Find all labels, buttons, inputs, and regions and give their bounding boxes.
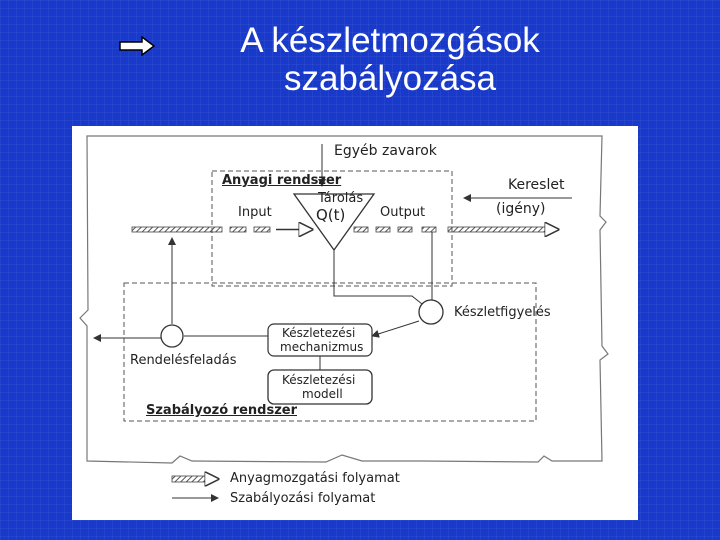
slide-title-line2: szabályozása	[283, 59, 497, 98]
label-output: Output	[380, 205, 426, 220]
legend-material-flow: Anyagmozgatási folyamat	[230, 471, 400, 486]
label-demand-sub: (igény)	[496, 201, 546, 217]
diagram-figure	[72, 126, 638, 520]
label-inventory-monitoring: Készletfigyelés	[454, 305, 551, 320]
slide-title-line1: A készletmozgások	[240, 21, 540, 60]
label-inventory-model-2: modell	[302, 387, 343, 401]
label-inventory-mechanism-2: mechanizmus	[280, 340, 364, 354]
label-input: Input	[238, 205, 272, 220]
legend-control-flow: Szabályozási folyamat	[230, 491, 376, 506]
label-inventory-mechanism-1: Készletezési	[282, 326, 356, 340]
label-demand: Kereslet	[508, 177, 565, 193]
slide-title	[180, 22, 600, 98]
label-storage: Tárolás	[318, 191, 364, 206]
label-control-system: Szabályozó rendszer	[146, 403, 297, 418]
order-circle	[161, 325, 183, 347]
label-disturbances: Egyéb zavarok	[334, 143, 437, 159]
inventory-monitoring-circle	[419, 300, 443, 324]
right-arrow-icon	[118, 36, 156, 56]
label-order-placement: Rendelésfeladás	[130, 353, 237, 368]
label-material-system: Anyagi rendszer	[222, 173, 342, 188]
label-storage-q: Q(t)	[316, 206, 346, 224]
label-inventory-model-1: Készletezési	[282, 373, 356, 387]
